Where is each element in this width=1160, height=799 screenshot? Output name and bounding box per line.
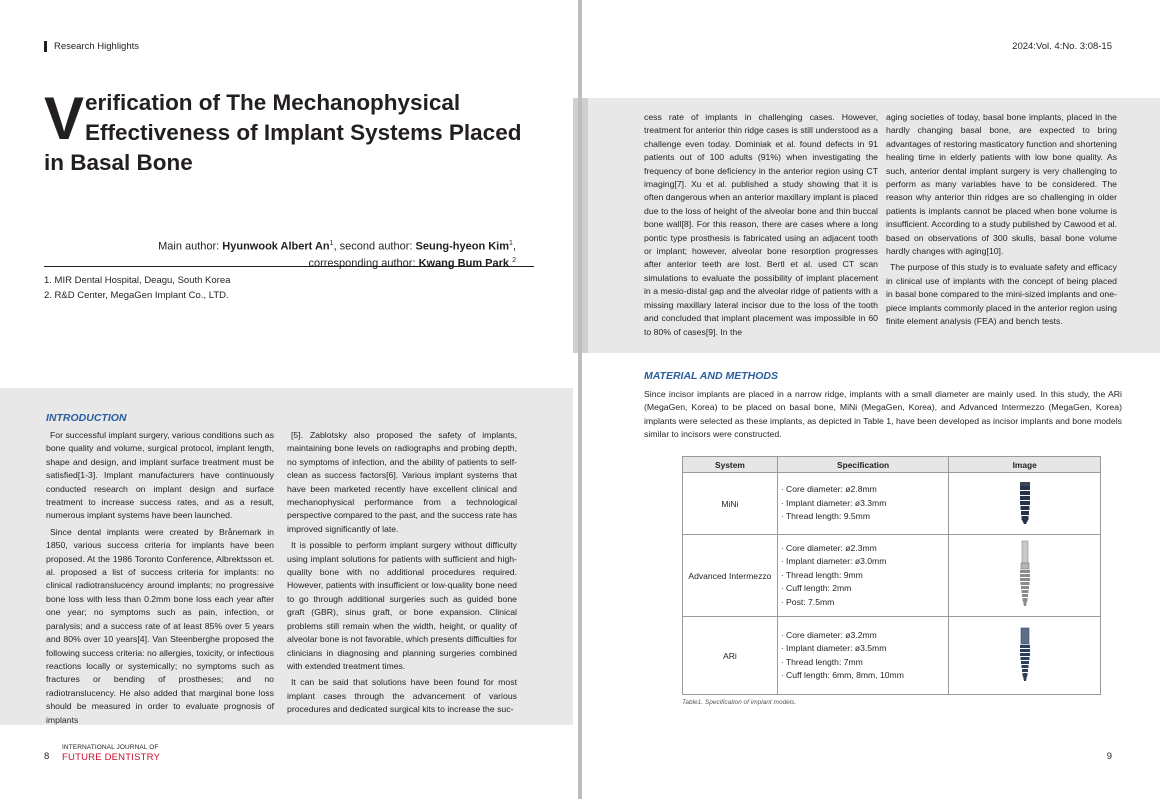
corresponding-author-label: corresponding author: [308,257,419,270]
mini-implant-image [1018,481,1032,525]
affiliation-divider [44,266,534,267]
system-cell: ARi [683,617,778,695]
main-author-name: Hyunwook Albert An [222,240,330,253]
table-row [683,473,1101,535]
methods-heading: MATERIAL AND METHODS [644,370,778,382]
intro-column-2 [287,429,517,720]
table-header-specification: Specification [777,457,949,473]
ari-implant-image [1018,627,1032,683]
implant-spec-table [682,456,1101,695]
corresponding-author-name: Kwang Bum Park [418,257,510,270]
image-cell [949,473,1101,535]
intro-paragraph: It is possible to perform implant surgery without difficulty using implant solutions for patients with sufficient and high-quality bone with no additional procedures required. However, patients with insufficient or low-quality bone need to go through additional surgeries such as guided bone graft (GBR), sinus graft, or bone expansion. Clinical problems still remain when the width, height, or quality of alveolar bone is not favorable, which presents difficulties for clinicians in diagnosing and planning surgeries combined with extended treatment times. [287,540,517,671]
main-author-sup: 1 [329,240,334,247]
journal-name-small: INTERNATIONAL JOURNAL OF [62,744,159,751]
right-page [582,0,1160,799]
left-page [0,0,578,799]
system-cell: Advanced Intermezzo [683,535,778,617]
introduction-band [0,388,573,725]
spec-line: · Implant diameter: ø3.0mm [780,556,887,567]
journal-logo [62,743,160,763]
spec-line: · Implant diameter: ø3.5mm [780,643,887,654]
second-author-label: , second author: [333,240,416,253]
table-row [683,535,1101,617]
second-author-trail: , [512,240,516,253]
spec-line: · Cuff length: 6mm, 8mm, 10mm [780,669,904,680]
spec-cell [777,617,949,695]
intro-column-1 [46,429,274,730]
body-paragraph: The purpose of this study is to evaluate safety and efficacy in clinical use of implants with the concept of being placed in basal bone compared to the mini-sized implants and one-piece implants commonly placed in the anterior region using finite element analysis (FEA) and bench tests. [886,262,1117,327]
image-cell [949,617,1101,695]
spec-line: · Cuff length: 2mm [780,583,852,594]
affiliation-1: 1. MIR Dental Hospital, Deagu, South Korea [44,275,231,286]
table-header-image: Image [949,457,1101,473]
second-author-name: Seung-hyeon Kim [415,240,510,253]
spec-line: · Core diameter: ø2.3mm [780,542,877,553]
spec-line: · Core diameter: ø3.2mm [780,629,877,640]
spec-line: · Thread length: 9.5mm [780,511,870,522]
intro-paragraph: It can be said that solutions have been found for most implant cases through the advancement of various procedures and dedicated surgical kits to increase the suc- [287,677,517,715]
table-row [683,617,1101,695]
introduction-heading: INTRODUCTION [46,412,127,424]
methods-paragraph: Since incisor implants are placed in a narrow ridge, implants with a small diameter are mainly used. In this study, the ARi (MegaGen, Korea) to be placed on basal bone, MiNi (MegaGen, Korea), and Advanced Intermezzo (MegaGen, Korea) implants were selected as these implants, as depicted in Table 1, have been developed as incisor implants and bone models similar to incisors were constructed. [644,389,1122,440]
table-header-system: System [683,457,778,473]
image-cell [949,535,1101,617]
body-paragraph: aging societies of today, basal bone implants, placed in the hardly changing basal bone, are expected to bring advantages of restoring masticatory function and shortening healing time in elderly patients with low bone quality. As such, anterior dental implant surgery is very challenging to perform as many variables have to be considered. The reason why anterior thin ridges are so challenging in older patients is implants cannot be placed when bone volume is insufficient. According to a study published by Cawood et al. based on observations of 300 skulls, basal bone volume hardly changes with aging[10]. [886,112,1117,257]
spec-line: · Post: 7.5mm [780,596,835,607]
continuation-column-1 [644,111,878,342]
second-author-sup: 1 [509,240,513,247]
spec-line: · Thread length: 7mm [780,656,863,667]
title-text: erification of The Mechanophysical Effectiveness of Implant Systems Placed in Basal Bone [44,90,522,175]
corresponding-author-sup: 2 [512,256,516,264]
intermezzo-implant-image [1018,540,1032,610]
affiliations [44,273,230,303]
spec-cell [777,535,949,617]
spec-cell [777,473,949,535]
intro-paragraph: [5]. Zablotsky also proposed the safety of implants, maintaining bone levels on radiographs and probing depth, no symptoms of infection, and the ability of patients to self-clean as success factors[6]. Various implant systems that have been marketed recently have excellent clinical and mechanophysical performance from a technological perspective compared to the past, and the success rate has improved significantly of late. [287,430,517,534]
running-head-volume: 2024:Vol. 4:No. 3:08-15 [1012,41,1112,52]
title-dropcap: V [44,85,85,152]
main-author-label: Main author: [158,240,223,253]
continuation-column-2 [886,111,1117,332]
page-number-right: 9 [1106,751,1112,762]
page-number-left: 8 [44,751,50,762]
continuation-band [588,98,1160,353]
affiliation-2: 2. R&D Center, MegaGen Implant Co., LTD. [44,290,229,301]
spec-line: · Implant diameter: ø3.3mm [780,497,887,508]
body-paragraph: cess rate of implants in challenging cases. However, treatment for anterior thin ridge cases is still understood as a challenge even today. Dominiak et al. found defects in 91 patients out of 100 adults (91%) when investigating the frequency of bone deficiency in the anterior region using CT imaging[7]. Xu et al. published a study showing that it is often dangerous when an anterior maxillary implant is placed due to the loss of height of the alveolar bone and thin buccal bone wall[8]. For this reason, there are cases where a long pontic type prosthesis is fabricated using an adjacent tooth or implant; however, alveolar bone resorption progresses after anterior teeth are lost. Bertl et al. used CT scan simulations to evaluate the possibility of implant placement in a mesio-distal gap and the alveolar ridge of patients with a missing maxillary lateral incisor due to the loss of the tooth and concluded that implant placement was impossible in 60 to 80% of cases[9]. In the [644,112,878,337]
system-cell: MiNi [683,473,778,535]
spec-line: · Core diameter: ø2.8mm [780,484,877,495]
spec-line: · Thread length: 9mm [780,569,863,580]
table-header-row [683,457,1101,473]
intro-paragraph: Since dental implants were created by Brånemark in 1850, various success criteria for implants have been proposed. At the 1986 Toronto Conference, Albrektsson et. al. proposed a list of success criteria for implants: no clinical radiotranslucency around implants; no progressive bone loss with less than 0.2mm bone loss each year after one year; no symptoms such as pain, infection, or paralysis; and a success rate of at least 85% over 5 years and 80% over 10 years[4]. Van Steenberghe proposed the following success criteria: no allergies, toxicity, or infectious reactions locally or systemically; no symptoms such as fractures or bending of prostheses; and no radiotranslucency. He also added that marginal bone loss should be measured in order to evaluate prognosis of implants [46,526,274,725]
journal-name-big: FUTURE DENTISTRY [62,752,161,763]
table-caption: Table1. Specification of implant models. [682,699,797,706]
article-title [44,85,544,178]
intro-paragraph: For successful implant surgery, various conditions such as bone quality and volume, surgical protocol, implant length, shape and design, and implant surface treatment must be satisfied[1-3]. Implant manufacturers have continuously conducted research on implant design and surface treatment to increase success rates, and as a result, numerous implant systems have been launched. [46,430,274,521]
running-head-section: Research Highlights [44,41,139,52]
